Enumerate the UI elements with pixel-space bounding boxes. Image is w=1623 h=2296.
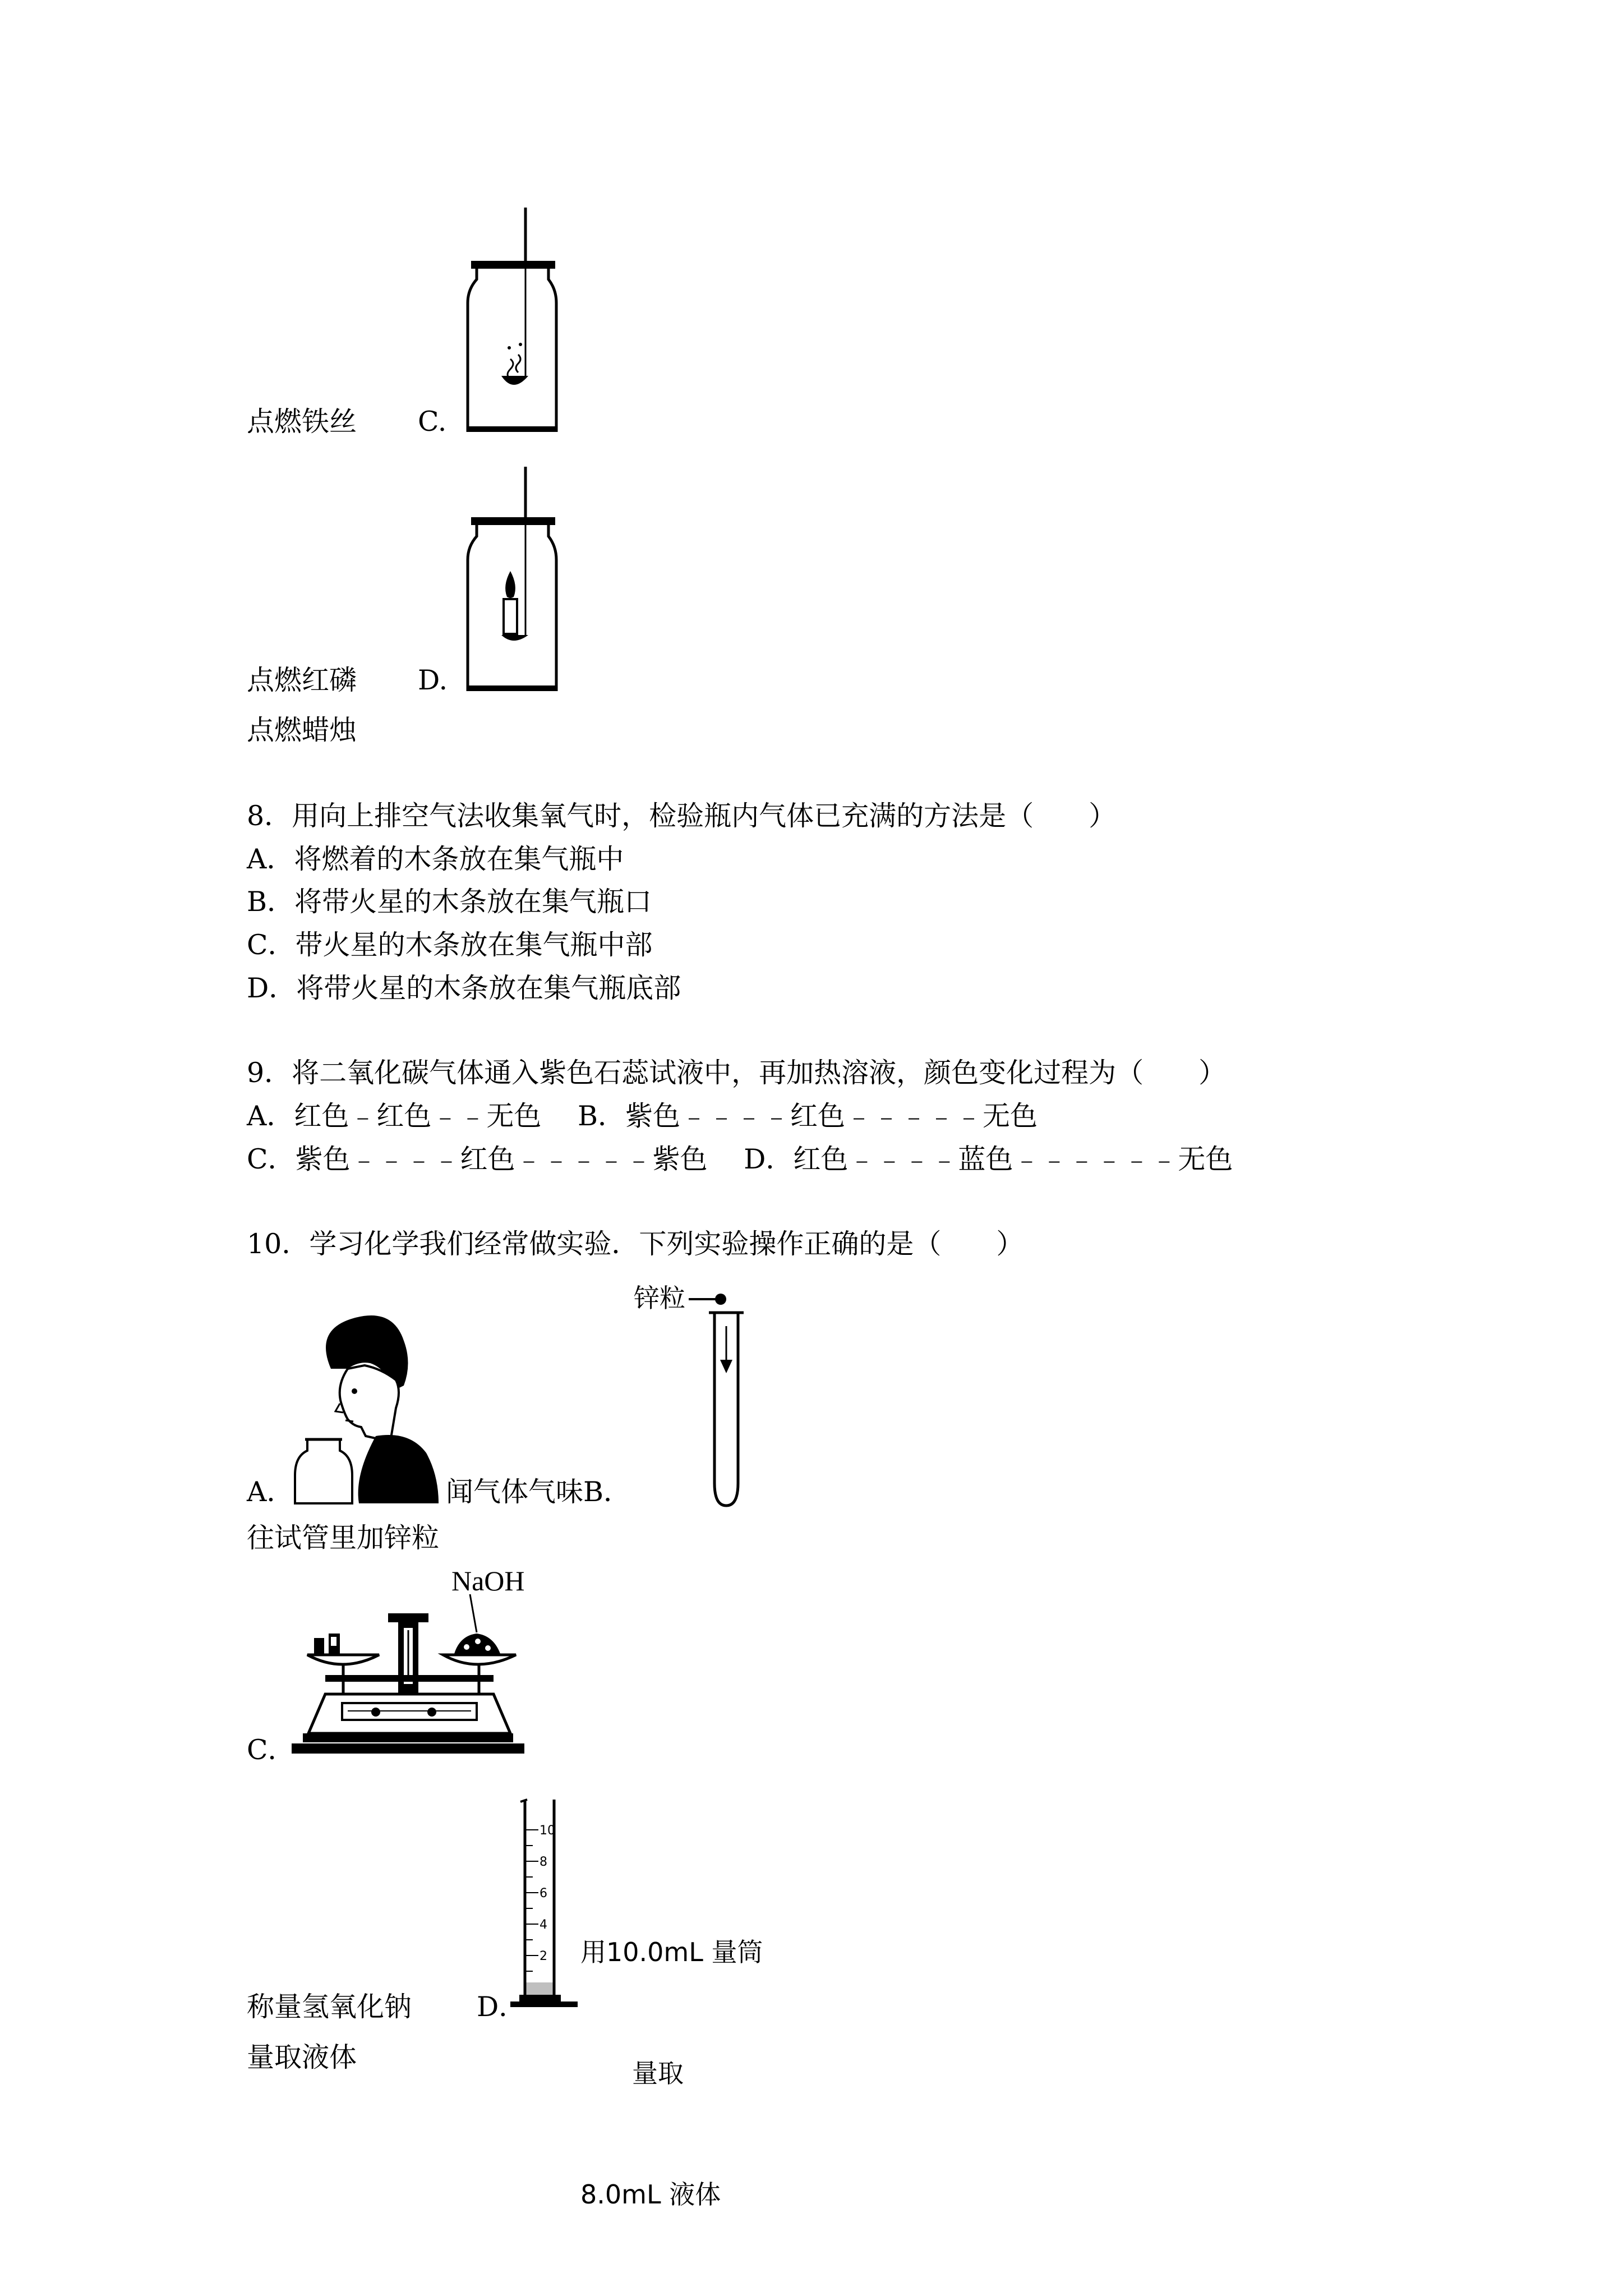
cylinder-note (580, 1851, 763, 2255)
q8-stem: 8．用向上排空气法收集氧气时，检验瓶内气体已充满的方法是（ ） (247, 800, 1117, 832)
q9-options-line2: C．紫色﹣﹣﹣﹣红色﹣﹣﹣﹣﹣紫色 D．红色﹣﹣﹣﹣蓝色﹣﹣﹣﹣﹣﹣无色 (247, 1143, 1233, 1175)
zinc-test-tube-figure (634, 1281, 763, 1519)
graduated-cylinder-figure (510, 1795, 589, 2010)
cylinder-note-line1: 用10.0mL 量筒 (580, 1937, 763, 1967)
cylinder-tick-8: 8 (540, 1855, 547, 1869)
cylinder-tick-6: 6 (540, 1887, 547, 1901)
balance-figure (292, 1565, 527, 1775)
q8-option-b: B．将带火星的木条放在集气瓶口 (247, 886, 652, 918)
cylinder-note-line2: 量取 (632, 2058, 684, 2088)
q9-stem: 9．将二氧化碳气体通入紫色石蕊试液中，再加热溶液，颜色变化过程为（ ） (247, 1057, 1227, 1089)
q8-option-c: C．带火星的木条放在集气瓶中部 (247, 929, 653, 961)
q10-option-c-caption: 称量氢氧化钠 (247, 1991, 412, 2023)
cylinder-tick-4: 4 (540, 1918, 547, 1932)
cylinder-tick-2: 2 (540, 1949, 547, 1963)
q10-option-c-label: C． (247, 1734, 296, 1766)
smelling-gas-figure (292, 1307, 443, 1509)
red-phosphorus-jar-figure (460, 467, 566, 691)
q8-option-a: A．将燃着的木条放在集气瓶中 (247, 843, 624, 875)
zinc-test-tube-drawing (634, 1281, 763, 1517)
q7-option-c-caption-prev: 点燃铁丝 (247, 406, 357, 438)
zinc-label: 锌粒 (634, 1283, 685, 1313)
q10-option-d-label: D． (477, 1991, 527, 2023)
q7-option-d-caption-prev: 点燃红磷 (247, 664, 357, 696)
q7-option-d-caption: 点燃蜡烛 (247, 714, 357, 746)
q10-option-a-label: A． (247, 1476, 294, 1508)
q10-stem: 10．学习化学我们经常做实验．下列实验操作正确的是（ ） (247, 1228, 1024, 1260)
naoh-label: NaOH (451, 1565, 525, 1596)
q10-option-b-caption: 往试管里加锌粒 (247, 1522, 440, 1554)
q10-option-a-caption: 闻气体气味B． (446, 1476, 631, 1508)
q8-option-d: D．将带火星的木条放在集气瓶底部 (247, 972, 681, 1004)
cylinder-tick-10: 10 (540, 1824, 555, 1838)
q7-option-d-label: D. (418, 664, 448, 696)
q7-option-c-label: C. (418, 406, 447, 438)
cylinder-note-line3: 8.0mL 液体 (580, 2179, 721, 2210)
q10-option-d-caption: 量取液体 (247, 2041, 357, 2073)
iron-wire-jar-figure (460, 208, 566, 432)
q9-options-line1: A．红色﹣红色﹣﹣无色 B．紫色﹣﹣﹣﹣红色﹣﹣﹣﹣﹣无色 (247, 1100, 1038, 1132)
graduated-cylinder-drawing (510, 1795, 589, 2008)
